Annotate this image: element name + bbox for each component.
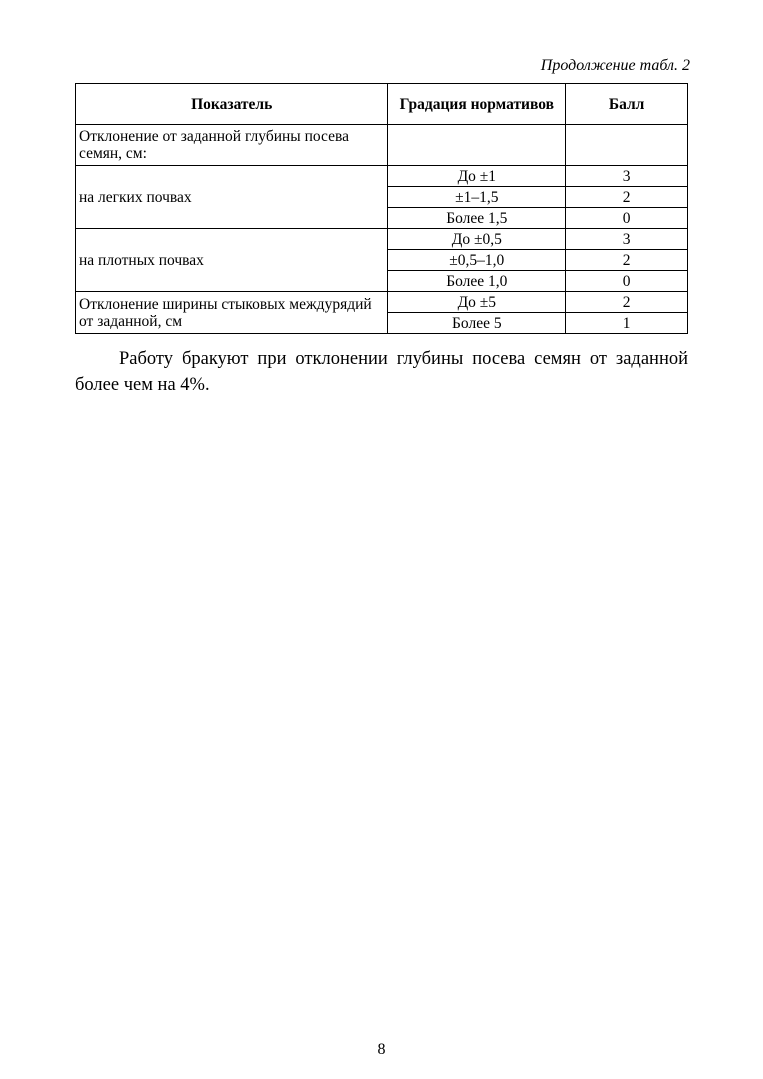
indicator-cell: на плотных почвах <box>76 229 388 292</box>
header-indicator: Показатель <box>76 84 388 125</box>
score-cell <box>566 125 688 166</box>
gradation-cell: Более 1,0 <box>388 271 566 292</box>
gradation-cell: До ±0,5 <box>388 229 566 250</box>
table-row <box>76 125 688 166</box>
score-cell: 2 <box>566 292 688 313</box>
table-header-row <box>76 84 688 125</box>
body-paragraph: Работу бракуют при отклонении глубины посева семян от заданной более чем на 4%. <box>75 349 688 395</box>
score-cell: 3 <box>566 166 688 187</box>
indicator-cell: Отклонение от заданной глубины посева семян, см: <box>76 125 388 166</box>
header-gradation: Градация нормативов <box>388 84 566 125</box>
indicator-cell: на легких почвах <box>76 166 388 229</box>
norms-table <box>75 83 688 334</box>
score-cell: 0 <box>566 208 688 229</box>
gradation-cell: До ±1 <box>388 166 566 187</box>
gradation-cell: Более 1,5 <box>388 208 566 229</box>
indicator-cell: Отклонение ширины стыковых междурядий от заданной, см <box>76 292 388 334</box>
score-cell: 0 <box>566 271 688 292</box>
gradation-cell: Более 5 <box>388 313 566 334</box>
gradation-cell <box>388 125 566 166</box>
score-cell: 2 <box>566 250 688 271</box>
score-cell: 1 <box>566 313 688 334</box>
table-continuation-caption: Продолжение табл. 2 <box>540 57 690 74</box>
table-row <box>76 166 688 187</box>
page-number: 8 <box>377 1041 386 1058</box>
score-cell: 3 <box>566 229 688 250</box>
gradation-cell: ±0,5–1,0 <box>388 250 566 271</box>
score-cell: 2 <box>566 187 688 208</box>
table-row <box>76 292 688 313</box>
gradation-cell: До ±5 <box>388 292 566 313</box>
gradation-cell: ±1–1,5 <box>388 187 566 208</box>
header-score: Балл <box>566 84 688 125</box>
table-row <box>76 229 688 250</box>
